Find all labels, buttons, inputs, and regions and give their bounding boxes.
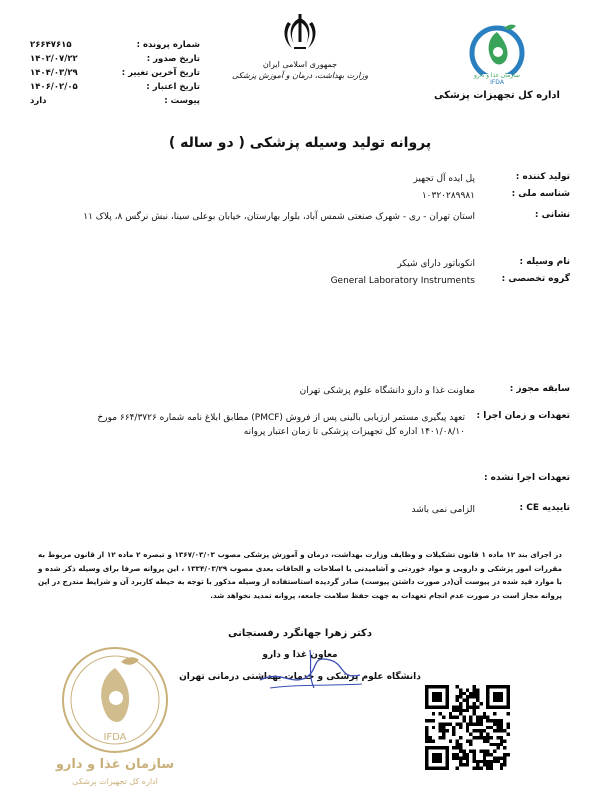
iran-emblem-block [220,12,380,80]
file-info-row [30,96,200,106]
qr-code-icon [425,685,510,770]
file-info-value: ۱۴۰۴/۰۳/۲۹ [30,68,78,78]
file-info-label: پیوست : [164,96,200,106]
license-history-label: سابقه مجوز : [509,384,570,394]
specialty-group-value [60,274,475,288]
file-info-row [30,54,200,64]
file-info-value: ۱۴۰۲/۰۷/۲۲ [30,54,78,64]
signer-title: معاون غذا و دارو [262,650,338,660]
file-info-value: ۱۴۰۶/۰۲/۰۵ [30,82,78,92]
seal-dept: اداره کل تجهیزات پزشکی [72,777,158,786]
legal-paragraph: در اجرای بند ۱۲ ماده ۱ قانون تشکیلات و وظایف وزارت بهداشت، درمان و آموزش پزشکی مصوب ۱۳۶۷/۰۳/۰۳ و تبصره ۲ ماده ۱۲ از قانون مربوط به مقررات امور پزشکی و دارویی و مواد خوردنی و آشامیدنی با اصلاحات و الحاقات بعدی مصوب ۱۳۳۴/۰۳/۲۹ ، این پروانه صرفا برای وسیله ذکر شده و با موارد قید شده در پیوست آن(در صورت داشتن پیوست) صادر گردیده استاستفاده از وسیله مذکور با توجه به حیطه کاربرد آن و شرایط مندرج در این پروانه مجاز است در صورت عدم انجام تعهدات به جهت حفظ سلامت جامعه، پروانه تمدید نخواهد شد. [38,550,563,600]
unfulfilled-label: تعهدات اجرا نشده : [483,473,570,483]
handwritten-signature-icon [250,640,370,695]
device-name-value: انکوباتور دارای شیکر [397,259,475,269]
logo-caption-top: سازمان غذا و دارو [474,72,520,79]
national-id-label: شناسه ملی : [511,189,570,199]
file-info-row [30,68,200,78]
address-value: استان تهران - ری - شهرک صنعتی شمس آباد، بلوار بهارستان، خیابان بوعلی سینا، نبش نرگس ۸، پلاک ۱۱ [83,212,475,222]
file-info [30,40,200,110]
file-info-label: تاریخ آخرین تغییر : [121,68,200,78]
file-info-value: دارد [30,96,47,106]
republic-name: جمهوری اسلامی ایران [262,60,338,69]
iran-emblem-icon [280,12,320,54]
obligations-value: تعهد پیگیری مستمر ارزیابی بالینی پس از فروش (PMCF) مطابق ابلاغ نامه شماره ۶۶۴/۳۷۲۶ مورخ ۱۴۰۱/۰۸/۱۰ اداره کل تجهیزات پزشکی تا زمان اعتبار پروانه [97,413,465,437]
file-info-row [30,82,200,92]
address-label: نشانی : [534,210,570,220]
file-info-value: ۲۶۶۴۷۶۱۵ [30,40,72,50]
national-id-value: ۱۰۳۲۰۲۸۹۹۸۱ [421,191,475,201]
ifda-seal-icon [55,640,175,790]
file-info-label: شماره پرونده : [136,40,200,50]
ce-label: تاییدیه CE : [519,503,570,513]
file-info-row [30,40,200,50]
signer-name: دکتر زهرا جهانگرد رفسنجانی [228,628,372,639]
license-history-value: معاونت غذا و دارو دانشگاه علوم پزشکی تهران [299,386,475,396]
ministry-name: وزارت بهداشت، درمان و آموزش پزشکی [231,71,369,80]
org-title: اداره کل تجهیزات پزشکی [434,90,560,101]
page-title: پروانه تولید وسیله پزشکی ( دو ساله ) [168,135,432,151]
device-name-label: نام وسیله : [519,257,570,267]
logo-caption-bottom: IFDA [490,79,504,86]
file-info-label: تاریخ اعتبار : [146,82,200,92]
producer-value: پل ایده آل تجهیز [413,174,475,184]
specialty-group-label: گروه تخصصی : [501,274,570,284]
seal-abbr: IFDA [103,732,127,743]
file-info-label: تاریخ صدور : [146,54,200,64]
obligations-label: تعهدات و زمان اجرا : [476,411,570,421]
ce-value: الزامی نمی باشد [411,505,475,515]
specialty-group-text: General Laboratory Instruments [330,276,475,286]
producer-label: تولید کننده : [515,172,570,182]
ifda-header-block [422,20,572,101]
signer-org: دانشگاه علوم پزشکی و خدمات بهداشتی درمانی تهران [179,672,421,682]
seal-org: سازمان غذا و دارو [55,757,175,772]
